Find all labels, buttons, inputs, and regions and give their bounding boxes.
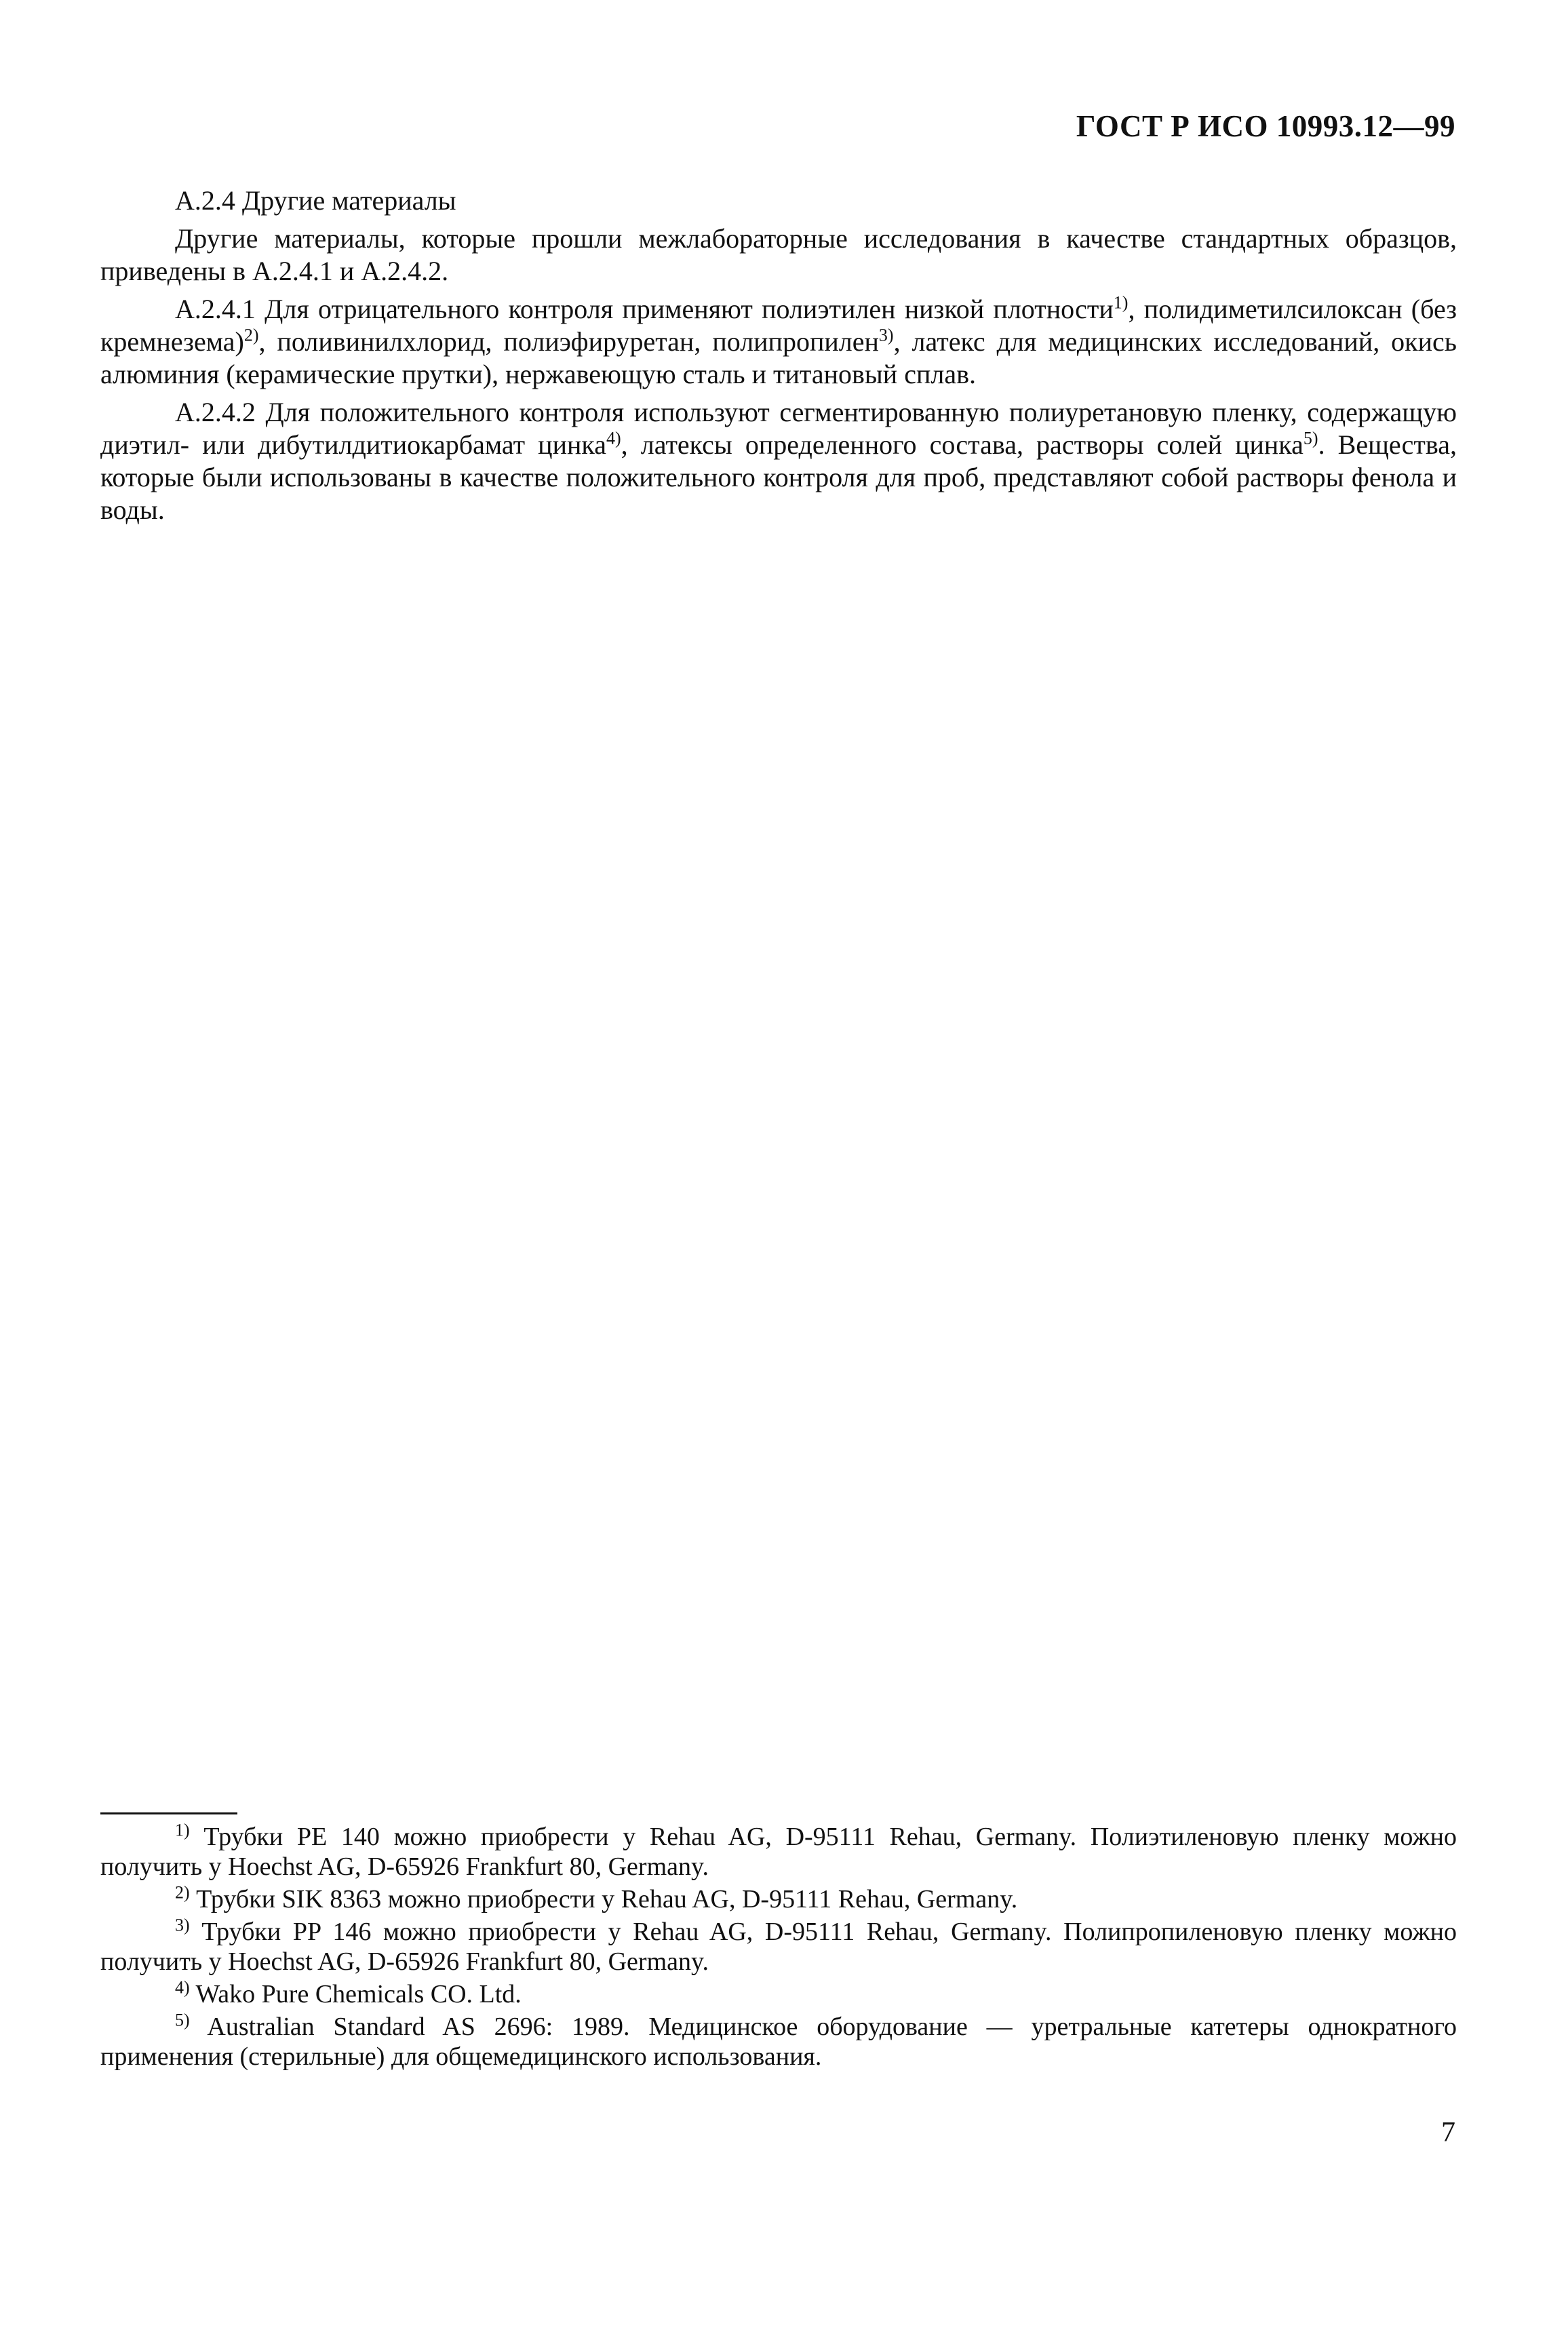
footnote-5 bbox=[100, 2012, 1457, 2072]
footnote-3-mark: 3) bbox=[175, 1915, 190, 1935]
footnote-4-text: Wako Pure Chemicals CO. Ltd. bbox=[189, 1980, 522, 2008]
page-number: 7 bbox=[1441, 2117, 1455, 2148]
section-intro-paragraph: Другие материалы, которые прошли межлабораторные исследования в качестве стандартных образцов, приведены в А.2.4.1 и А.2.4.2. bbox=[100, 223, 1457, 286]
footnote-separator bbox=[100, 1812, 237, 1814]
p2-text-c: . Вещества, которые были использованы в качестве положительного контроля для проб, представляют собой растворы фенола и воды. bbox=[100, 429, 1457, 525]
footnote-2-text: Трубки SIK 8363 можно приобрести у Rehau AG, D-95111 Rehau, Germany. bbox=[189, 1885, 1018, 1913]
footnote-3 bbox=[100, 1917, 1457, 1977]
footnote-ref-5: 5) bbox=[1303, 428, 1318, 448]
footnote-4 bbox=[100, 1979, 1457, 2009]
footnote-1 bbox=[100, 1822, 1457, 1882]
footnote-5-mark: 5) bbox=[175, 2010, 190, 2030]
footnote-4-mark: 4) bbox=[175, 1977, 190, 1998]
paragraph-a-2-4-1 bbox=[100, 293, 1457, 391]
document-code-header: ГОСТ Р ИСО 10993.12—99 bbox=[1076, 109, 1455, 143]
footnotes-block bbox=[100, 1822, 1457, 2074]
main-text bbox=[100, 184, 1457, 532]
p2-text-b: , латексы определенного состава, растворы солей цинка bbox=[621, 429, 1304, 460]
p2-text-a: А.2.4.2 Для положительного контроля используют сегментированную полиуретановую пленку, содержащую диэтил- или дибутилдитиокарбамат цинка bbox=[100, 397, 1457, 460]
paragraph-a-2-4-2 bbox=[100, 396, 1457, 526]
footnote-ref-1: 1) bbox=[1113, 292, 1129, 313]
p1-text-c: , поливинилхлорид, полиэфируретан, полипропилен bbox=[258, 326, 879, 357]
p1-text-a: А.2.4.1 Для отрицательного контроля применяют полиэтилен низкой плотности bbox=[175, 294, 1114, 324]
footnote-3-text: Трубки PP 146 можно приобрести у Rehau AG, D-95111 Rehau, Germany. Полипропиленовую пленку можно получить у Hoechst AG, D-65926 Frankfurt 80, Germany. bbox=[100, 1918, 1457, 1976]
footnote-1-mark: 1) bbox=[175, 1820, 190, 1840]
footnote-1-text: Трубки PE 140 можно приобрести у Rehau AG, D-95111 Rehau, Germany. Полиэтиленовую пленку можно получить у Hoechst AG, D-65926 Frankfurt 80, Germany. bbox=[100, 1823, 1457, 1881]
footnote-5-text: Australian Standard AS 2696: 1989. Медицинское оборудование — уретральные катетеры однократного применения (стерильные) для общемедицинского использования. bbox=[100, 2013, 1457, 2071]
section-heading: А.2.4 Другие материалы bbox=[175, 185, 456, 216]
p1-text-b: , полидиметилсилоксан (без кремнезема) bbox=[100, 294, 1457, 357]
footnote-ref-4: 4) bbox=[606, 428, 621, 448]
footnote-2-mark: 2) bbox=[175, 1882, 190, 1903]
footnote-ref-3: 3) bbox=[878, 325, 894, 345]
footnote-2 bbox=[100, 1884, 1457, 1914]
p1-text-d: , латекс для медицинских исследований, окись алюминия (керамические прутки), нержавеющую сталь и титановый сплав. bbox=[100, 326, 1457, 389]
footnote-ref-2: 2) bbox=[243, 325, 259, 345]
